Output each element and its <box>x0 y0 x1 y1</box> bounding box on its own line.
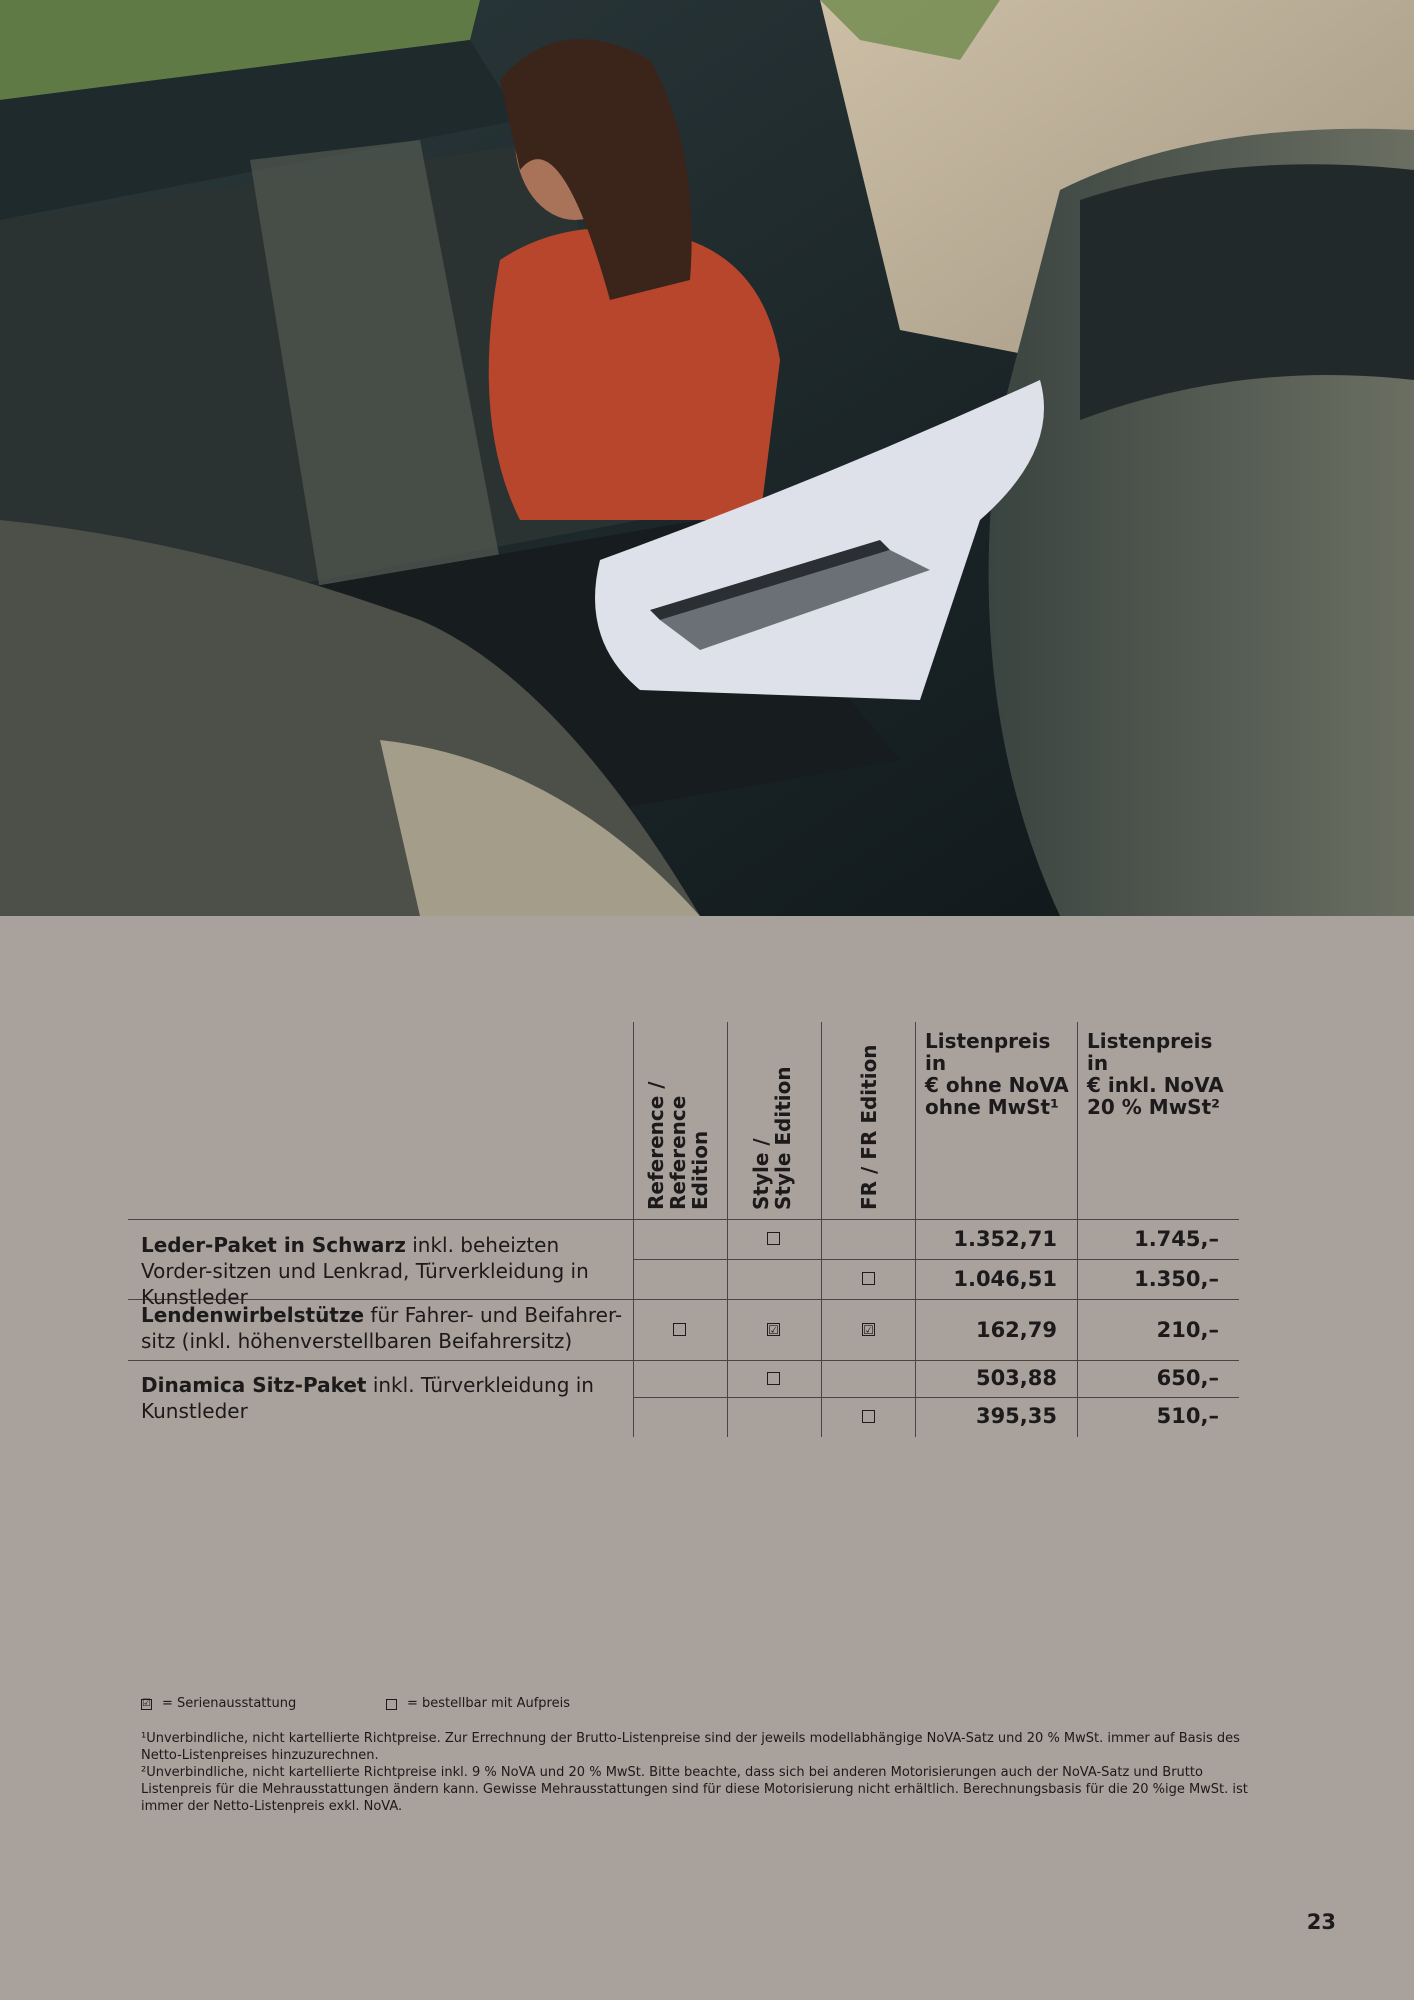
legend-standard-label: = Serienausstattung <box>162 1696 297 1711</box>
table-divider <box>128 1219 1239 1220</box>
option-dinamica-sitz-paket <box>141 1372 631 1424</box>
legend-optional-label: = bestellbar mit Aufpreis <box>407 1696 570 1711</box>
option-name: Leder-Paket in Schwarz <box>141 1233 406 1257</box>
col-header-style: Style / Style Edition <box>749 1066 795 1210</box>
col-header-price-net: Listenpreis in € ohne NoVA ohne MwSt¹ <box>925 1029 1069 1119</box>
option-name: Dinamica Sitz-Paket <box>141 1373 367 1397</box>
checkbox-optional <box>767 1232 780 1245</box>
option-lendenwirbelstuetze <box>141 1302 631 1354</box>
checkbox-optional <box>673 1323 686 1336</box>
col-header-fr: FR / FR Edition <box>857 1044 881 1210</box>
checkbox-standard-icon: ☑ <box>142 1698 151 1709</box>
table-divider <box>1077 1022 1078 1437</box>
price-net: 1.046,51 <box>953 1267 1057 1291</box>
col-header-reference: Reference / Reference Edition <box>644 1081 712 1210</box>
hero-photo <box>0 0 1414 916</box>
table-divider <box>633 1022 634 1437</box>
footnote-2: ²Unverbindliche, nicht kartellierte Richtpreise inkl. 9 % NoVA und 20 % MwSt. Bitte beachte, dass sich bei anderen Motorisierungen auch der NoVA-Satz und Brutto Listenpreis für die Mehrausstattungen ändern kann. Gewisse Mehrausstattungen sind für diese Motorisierung nicht erhältlich. Berechnungsbasis für die 20 %ige MwSt. ist immer der Netto-Listenpreis exkl. NoVA. <box>141 1765 1248 1814</box>
footnote-1: ¹Unverbindliche, nicht kartellierte Richtpreise. Zur Errechnung der Brutto-Listenpreise sind der jeweils modellabhängige NoVA-Satz und 20 % MwSt. immer auf Basis des Netto-Listenpreises hinzuzurechnen. <box>141 1731 1240 1763</box>
price-net: 395,35 <box>975 1404 1057 1428</box>
table-divider <box>915 1022 916 1437</box>
legend-standard <box>141 1696 296 1712</box>
option-desc: für Fahrer- und Beifahrer-sitz (inkl. höhenverstellbaren Beifahrersitz) <box>141 1303 623 1353</box>
option-leder-paket <box>141 1232 631 1310</box>
price-gross: 1.350,– <box>1134 1267 1219 1291</box>
price-net: 1.352,71 <box>953 1227 1057 1251</box>
table-divider <box>633 1259 1239 1260</box>
table-divider <box>633 1397 1239 1398</box>
price-net: 162,79 <box>975 1318 1057 1342</box>
price-net: 503,88 <box>975 1366 1057 1390</box>
page-number: 23 <box>1306 1910 1336 1934</box>
checkbox-optional <box>862 1410 875 1423</box>
car-interior-illustration <box>0 0 1414 916</box>
price-gross: 650,– <box>1156 1366 1219 1390</box>
table-divider <box>727 1022 728 1437</box>
checkbox-standard: ☑ <box>768 1322 779 1337</box>
option-desc: inkl. beheizten Vorder-sitzen und Lenkrad, Türverkleidung in Kunstleder <box>141 1233 589 1309</box>
col-header-price-gross: Listenpreis in € inkl. NoVA 20 % MwSt² <box>1087 1029 1224 1119</box>
option-desc: inkl. Türverkleidung in Kunstleder <box>141 1373 594 1423</box>
checkbox-optional <box>767 1372 780 1385</box>
table-divider <box>128 1360 1239 1361</box>
table-divider <box>821 1022 822 1437</box>
checkbox-standard: ☑ <box>863 1322 874 1337</box>
checkbox-optional <box>862 1272 875 1285</box>
price-gross: 1.745,– <box>1134 1227 1219 1251</box>
legend-optional <box>386 1696 570 1712</box>
price-gross: 210,– <box>1156 1318 1219 1342</box>
price-gross: 510,– <box>1156 1404 1219 1428</box>
option-name: Lendenwirbelstütze <box>141 1303 365 1327</box>
checkbox-optional-icon <box>386 1699 397 1710</box>
